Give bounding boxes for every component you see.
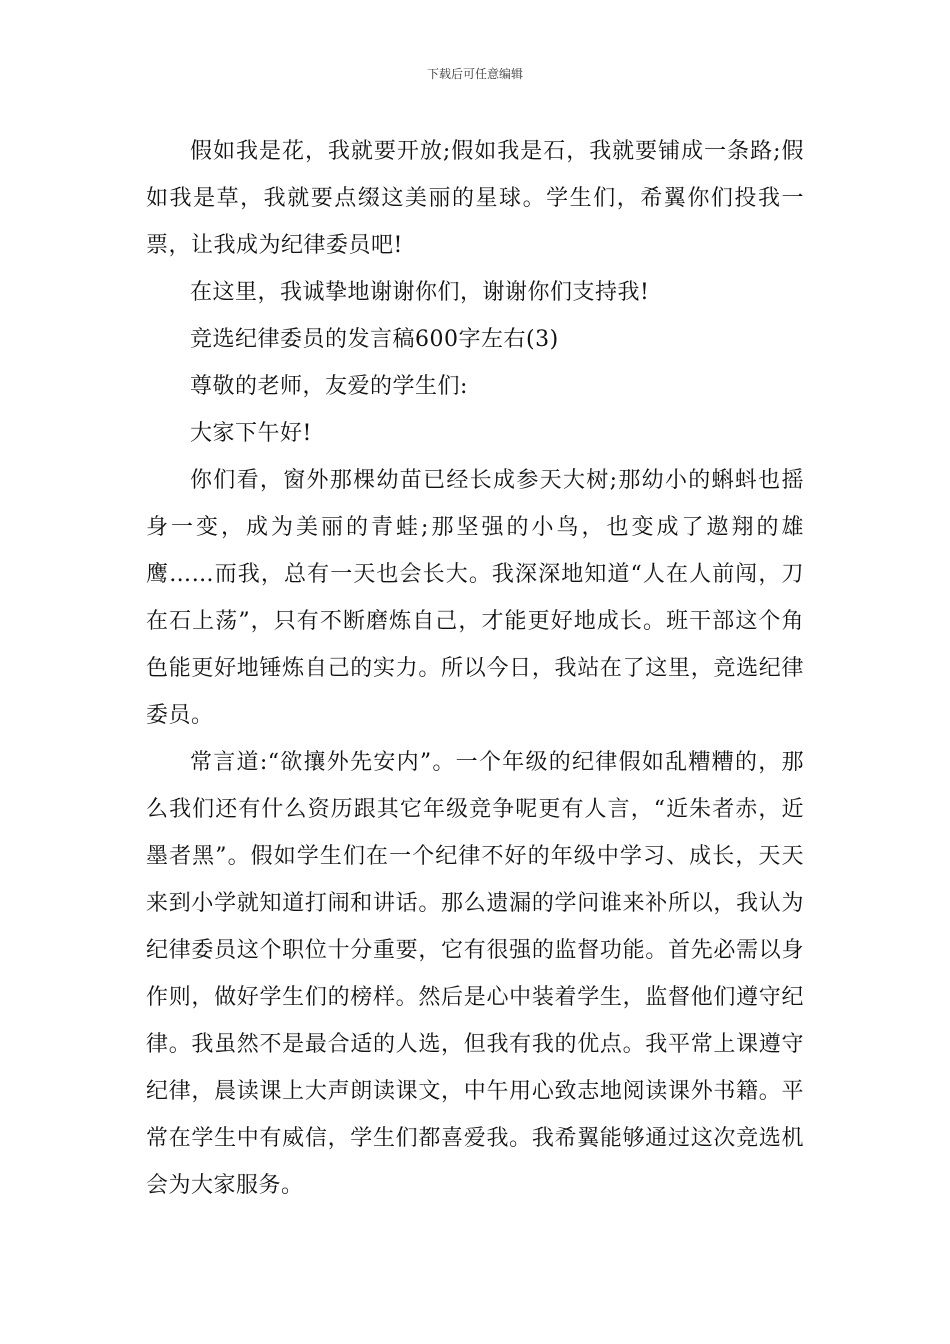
paragraph-closing-appeal: 假如我是花，我就要开放;假如我是石，我就要铺成一条路;假如我是草，我就要点缀这美丽的星球。学生们，希翼你们投我一票，让我成为纪律委员吧!: [146, 139, 804, 258]
section-title: 竞选纪律委员的发言稿600字左右(3): [190, 327, 559, 352]
page-header-note: 下载后可任意编辑: [426, 67, 523, 81]
document-body: [146, 128, 804, 1209]
paragraph-salutation: 尊敬的老师，友爱的学生们:: [190, 374, 468, 399]
paragraph-greeting: 大家下午好!: [190, 421, 312, 446]
paragraph-thanks: 在这里，我诚挚地谢谢你们，谢谢你们支持我!: [190, 280, 650, 305]
paragraph-introduction: 你们看，窗外那棵幼苗已经长成参天大树;那幼小的蝌蚪也摇身一变，成为美丽的青蛙;那坚强的小鸟，也变成了遨翔的雄鹰……而我，总有一天也会长大。我深深地知道“人在人前闯，刀在石上荡”，只有不断磨炼自己，才能更好地成长。班干部这个角色能更好地锤炼自己的实力。所以今日，我站在了这里，竞选纪律委员。: [146, 468, 804, 728]
paragraph-main-argument: 常言道:“欲攘外先安内”。一个年级的纪律假如乱糟糟的，那么我们还有什么资历跟其它年级竞争呢更有人言，“近朱者赤，近墨者黑”。假如学生们在一个纪律不好的年级中学习、成长，天天来到小学就知道打闹和讲话。那么遗漏的学问谁来补所以，我认为纪律委员这个职位十分重要，它有很强的监督功能。首先必需以身作则，做好学生们的榜样。然后是心中装着学生，监督他们遵守纪律。我虽然不是最合适的人选，但我有我的优点。我平常上课遵守纪律，晨读课上大声朗读课文，中午用心致志地阅读课外书籍。平常在学生中有威信，学生们都喜爱我。我希翼能够通过这次竞选机会为大家服务。: [146, 750, 804, 1198]
